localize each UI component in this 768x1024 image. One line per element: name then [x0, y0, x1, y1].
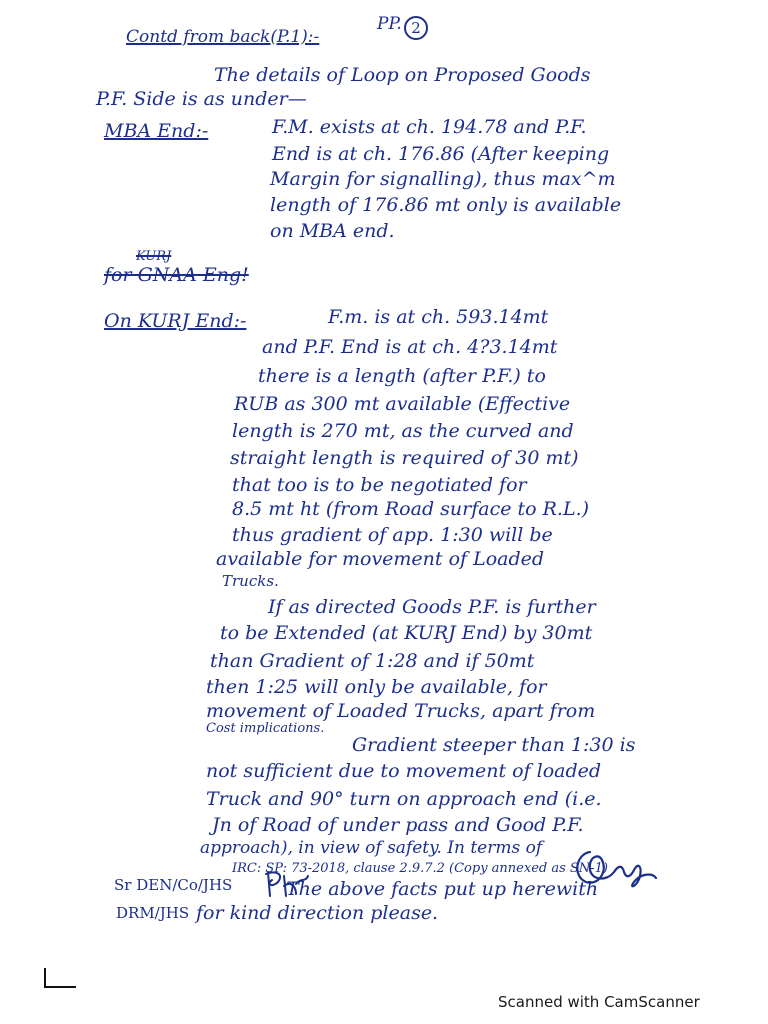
routing-line-2: DRM/JHS — [116, 904, 190, 922]
para2-line-1: If as directed Goods P.F. is further — [268, 596, 596, 618]
intro-line-1: The details of Loop on Proposed Goods — [214, 64, 591, 86]
para2-line-2: to be Extended (at KURJ End) by 30mt — [220, 622, 593, 644]
para3-line-3: Truck and 90° turn on approach end (i.e. — [206, 788, 602, 810]
mba-end-label: MBA End:- — [104, 120, 209, 142]
kurj-line-6: that too is to be negotiated for — [232, 474, 527, 496]
struck-line — [104, 266, 249, 285]
kurj-end-label: On KURJ End:- — [104, 310, 247, 332]
para3-line-1: Gradient steeper than 1:30 is — [352, 734, 636, 756]
para2-line-5: movement of Loaded Trucks, apart from — [206, 700, 596, 722]
kurj-line-1: and P.F. End is at ch. 4?3.14mt — [262, 336, 558, 358]
para3-line-6: IRC: SP: 73-2018, clause 2.9.7.2 (Copy annexed as SN-1) — [232, 861, 608, 876]
mba-line-5: on MBA end. — [270, 220, 395, 242]
para3-line-5: approach), in view of safety. In terms of — [200, 838, 543, 858]
header-title: Contd from back(P.1):- — [126, 27, 320, 47]
para3-line-4: Jn of Road of under pass and Good P.F. — [212, 814, 584, 836]
kurj-line-7: 8.5 mt ht (from Road surface to R.L.) — [232, 498, 590, 520]
scan-corner-mark — [44, 968, 76, 988]
author-signature — [568, 842, 660, 894]
mba-line-2: End is at ch. 176.86 (After keeping — [272, 143, 610, 165]
kurj-first-line: F.m. is at ch. 593.14mt — [328, 306, 549, 328]
mba-line-1: F.M. exists at ch. 194.78 and P.F. — [272, 116, 587, 138]
kurj-line-3: RUB as 300 mt available (Effective — [234, 393, 571, 415]
kurj-line-9: available for movement of Loaded — [216, 548, 545, 570]
routing-line-1: Sr DEN/Co/JHS — [114, 876, 233, 894]
kurj-line-4: length is 270 mt, as the curved and — [232, 420, 574, 442]
struck-kurj: KURJ — [136, 249, 172, 264]
para2-line-4: then 1:25 will only be available, for — [206, 676, 547, 698]
header-page-ref: PP. — [377, 14, 402, 34]
para2-line-6: Cost implications. — [206, 721, 325, 736]
mba-line-3: Margin for signalling), thus max^m — [270, 168, 616, 190]
intro-line-2: P.F. Side is as under— — [96, 88, 307, 110]
kurj-line-8: thus gradient of app. 1:30 will be — [232, 524, 553, 546]
para2-line-3: than Gradient of 1:28 and if 50mt — [210, 650, 535, 672]
page-number-badge: 2 — [404, 16, 428, 40]
para3-line-2: not sufficient due to movement of loaded — [206, 760, 602, 782]
para3-line-7: The above facts put up herewith — [286, 878, 599, 900]
para3-line-8: for kind direction please. — [196, 902, 439, 924]
initials-signature — [262, 866, 310, 902]
struck-line-text: for GNAA Eng! — [104, 264, 249, 286]
kurj-line-5: straight length is required of 30 mt) — [230, 447, 579, 469]
camscanner-watermark: Scanned with CamScanner — [498, 993, 700, 1011]
kurj-line-10: Trucks. — [222, 572, 279, 590]
mba-line-4: length of 176.86 mt only is available — [270, 194, 622, 216]
kurj-line-2: there is a length (after P.F.) to — [258, 365, 546, 387]
